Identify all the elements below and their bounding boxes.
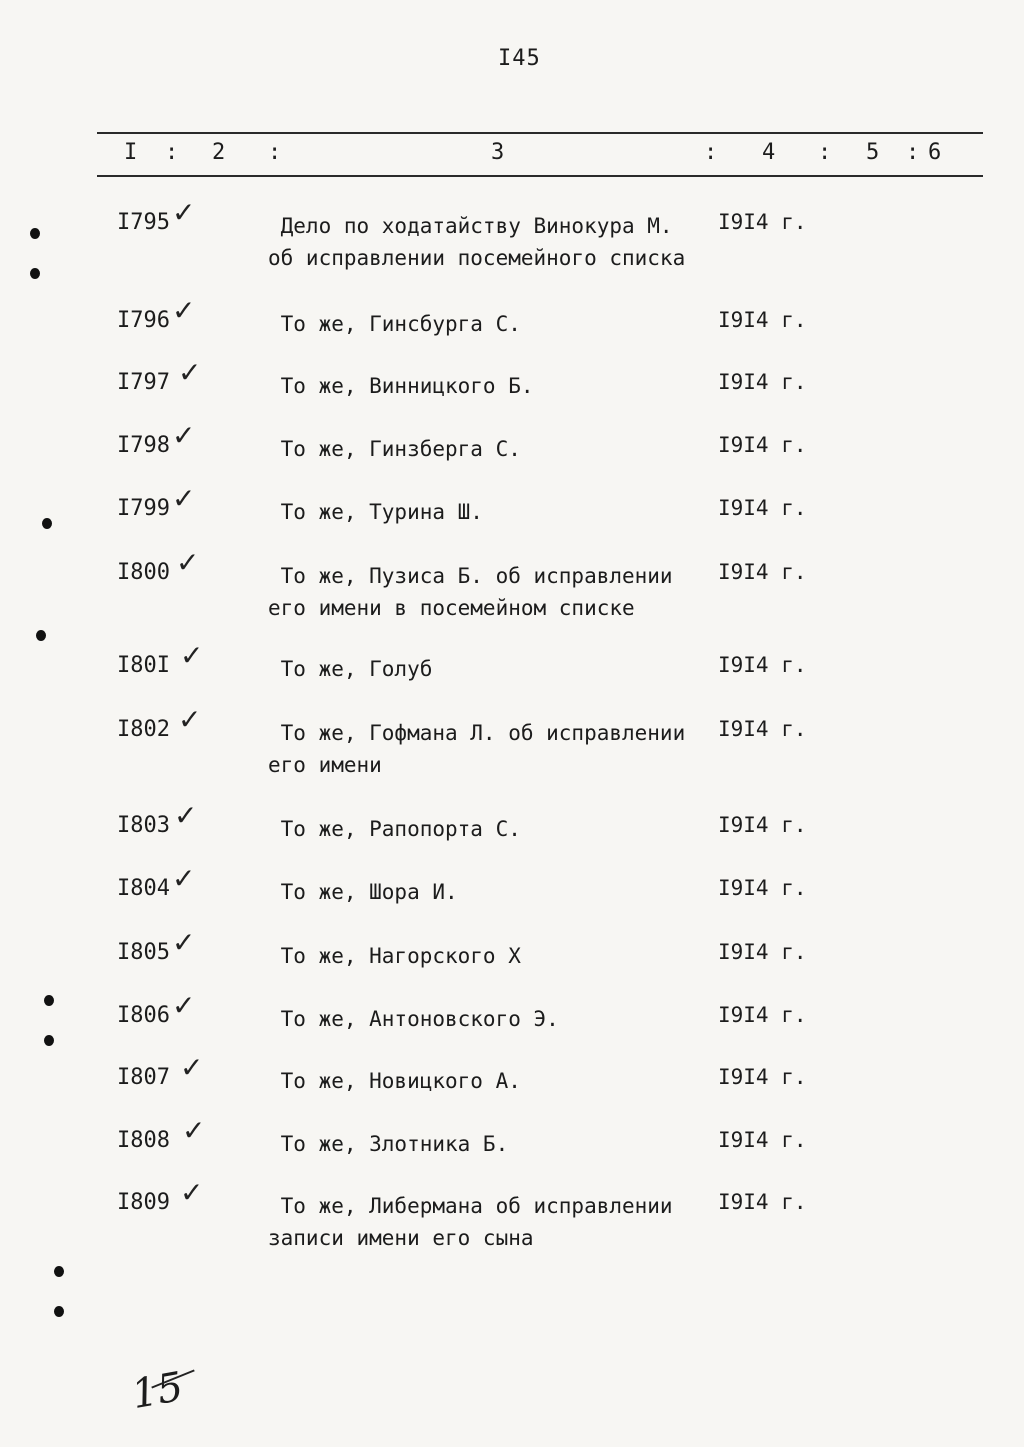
- table-row: [0, 1114, 1024, 1188]
- case-description: То же, Либермана об исправлении записи имени его сына: [268, 1194, 673, 1250]
- table-row: [0, 1051, 1024, 1125]
- case-year: I9I4 г.: [718, 496, 807, 520]
- header-rule-top: [97, 132, 983, 134]
- case-year: I9I4 г.: [718, 210, 807, 234]
- table-row: [0, 639, 1024, 713]
- case-number: I803: [117, 813, 170, 838]
- header-col-3: 3: [491, 140, 505, 165]
- checkmark-icon: ✓: [180, 1176, 204, 1209]
- table-row: [0, 799, 1024, 873]
- punch-hole: [30, 268, 40, 279]
- case-description: То же, Турина Ш.: [268, 500, 483, 524]
- case-description: То же, Нагорского Х: [268, 944, 521, 968]
- checkmark-icon: ✓: [172, 294, 196, 327]
- punch-hole: [36, 630, 46, 641]
- table-row: [0, 196, 1024, 270]
- checkmark-icon: ✓: [180, 1051, 204, 1084]
- case-number: I795: [117, 210, 170, 235]
- case-number: I808: [117, 1128, 170, 1153]
- case-year: I9I4 г.: [718, 940, 807, 964]
- case-description: То же, Гофмана Л. об исправлении его имени: [268, 721, 686, 777]
- case-description: То же, Пузиса Б. об исправлении его имени в посемейном списке: [268, 564, 673, 620]
- case-year: I9I4 г.: [718, 1128, 807, 1152]
- checkmark-icon: ✓: [172, 926, 196, 959]
- case-number: I807: [117, 1065, 170, 1090]
- case-number: I800: [117, 560, 170, 585]
- case-number: I796: [117, 308, 170, 333]
- checkmark-icon: ✓: [172, 196, 196, 229]
- table-row: [0, 862, 1024, 936]
- header-sep-5: :: [906, 140, 920, 165]
- punch-hole: [44, 995, 54, 1006]
- case-year: I9I4 г.: [718, 308, 807, 332]
- checkmark-icon: ✓: [172, 989, 196, 1022]
- case-description: То же, Гинзберга С.: [268, 437, 521, 461]
- table-row: [0, 1176, 1024, 1250]
- case-year: I9I4 г.: [718, 1065, 807, 1089]
- table-row: [0, 926, 1024, 1000]
- header-col-4: 4: [762, 140, 776, 165]
- case-description: То же, Голуб: [268, 657, 433, 681]
- checkmark-icon: ✓: [172, 482, 196, 515]
- case-description: То же, Гинсбурга С.: [268, 312, 521, 336]
- header-sep-4: :: [818, 140, 832, 165]
- checkmark-icon: ✓: [172, 862, 196, 895]
- checkmark-icon: ✓: [172, 419, 196, 452]
- checkmark-icon: ✓: [180, 639, 204, 672]
- table-row: [0, 294, 1024, 368]
- case-year: I9I4 г.: [718, 813, 807, 837]
- checkmark-icon: ✓: [178, 356, 202, 389]
- table-row: [0, 703, 1024, 777]
- case-description: То же, Злотника Б.: [268, 1132, 509, 1156]
- punch-hole: [54, 1306, 64, 1317]
- handwritten-folio-number: 15: [128, 1363, 187, 1419]
- case-year: I9I4 г.: [718, 653, 807, 677]
- header-sep-2: :: [268, 140, 282, 165]
- punch-hole: [54, 1266, 64, 1277]
- checkmark-icon: ✓: [182, 1114, 206, 1147]
- case-year: I9I4 г.: [718, 1003, 807, 1027]
- table-row: [0, 989, 1024, 1063]
- case-year: I9I4 г.: [718, 876, 807, 900]
- case-year: I9I4 г.: [718, 433, 807, 457]
- header-col-1: I: [124, 140, 138, 165]
- case-description: Дело по ходатайству Винокура М. об исправлении посемейного списка: [268, 214, 686, 270]
- case-year: I9I4 г.: [718, 370, 807, 394]
- case-description: То же, Новицкого А.: [268, 1069, 521, 1093]
- case-number: I798: [117, 433, 170, 458]
- case-number: I802: [117, 717, 170, 742]
- case-number: I799: [117, 496, 170, 521]
- punch-hole: [44, 1035, 54, 1046]
- case-number: I80I: [117, 653, 170, 678]
- table-row: [0, 546, 1024, 620]
- case-number: I797: [117, 370, 170, 395]
- checkmark-icon: ✓: [176, 546, 200, 579]
- header-sep-3: :: [704, 140, 718, 165]
- header-col-2: 2: [212, 140, 226, 165]
- case-number: I804: [117, 876, 170, 901]
- punch-hole: [42, 518, 52, 529]
- case-description: То же, Антоновского Э.: [268, 1007, 559, 1031]
- case-description: То же, Рапопорта С.: [268, 817, 521, 841]
- case-number: I809: [117, 1190, 170, 1215]
- case-description: То же, Шора И.: [268, 880, 458, 904]
- case-description: То же, Винницкого Б.: [268, 374, 534, 398]
- header-col-6: 6: [928, 140, 942, 165]
- case-number: I806: [117, 1003, 170, 1028]
- table-row: [0, 356, 1024, 430]
- punch-hole: [30, 228, 40, 239]
- case-year: I9I4 г.: [718, 1190, 807, 1214]
- header-sep-1: :: [165, 140, 179, 165]
- case-year: I9I4 г.: [718, 717, 807, 741]
- header-rule-bottom: [97, 175, 983, 177]
- checkmark-icon: ✓: [178, 703, 202, 736]
- header-col-5: 5: [866, 140, 880, 165]
- checkmark-icon: ✓: [174, 799, 198, 832]
- table-row: [0, 419, 1024, 493]
- page-number: I45: [498, 46, 541, 71]
- case-number: I805: [117, 940, 170, 965]
- case-year: I9I4 г.: [718, 560, 807, 584]
- table-row: [0, 482, 1024, 556]
